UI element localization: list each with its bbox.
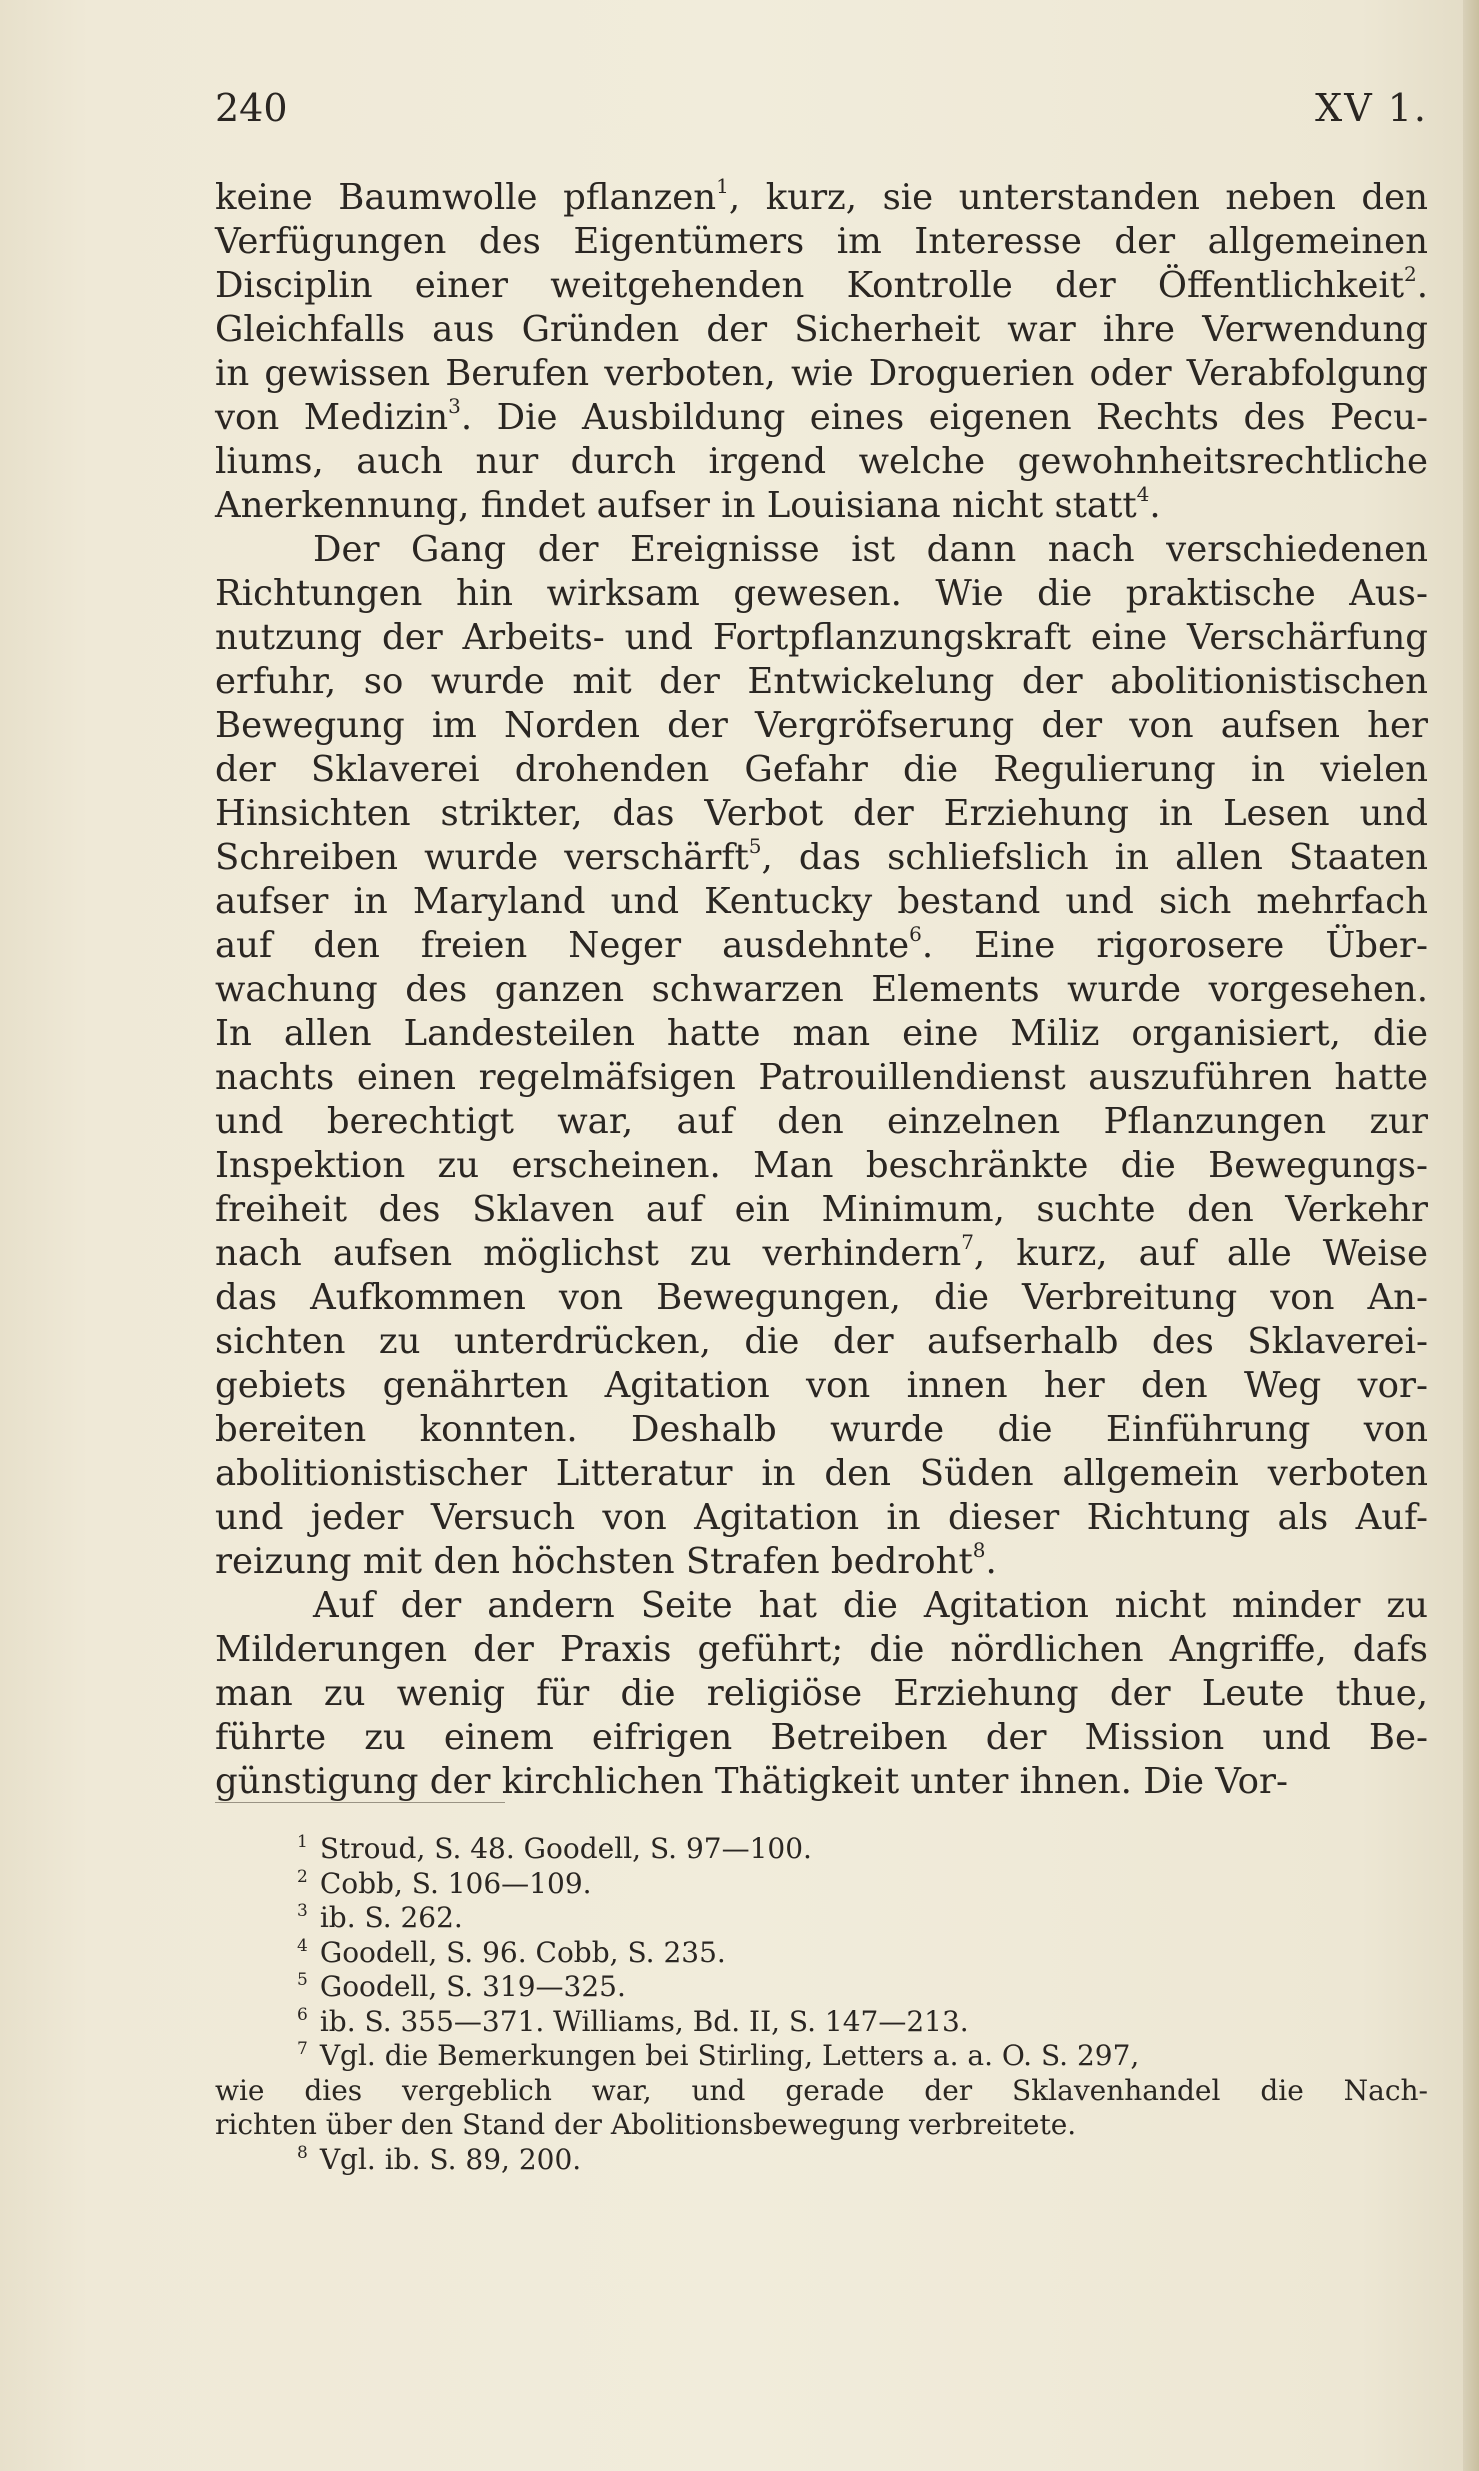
text-line	[215, 792, 1428, 836]
text-line	[215, 1100, 1428, 1144]
text-line	[215, 968, 1428, 1012]
footnote	[215, 1901, 1428, 1936]
line-text: Der Gang der Ereignisse ist dann nach verschiedenen	[313, 529, 1428, 570]
line-text: nutzung der Arbeits- und Fortpflanzungskraft eine Verschärfung	[215, 617, 1428, 658]
line-text-after-reference: . Die Ausbildung eines eigenen Rechts des Pecu-	[460, 397, 1428, 438]
page-header	[215, 86, 1428, 146]
paragraph	[215, 176, 1428, 528]
footnote-number: 6	[297, 2004, 308, 2025]
text-line	[215, 836, 1428, 880]
footnote-continuation-line: wie dies vergeblich war, und gerade der Sklavenhandel die Nach-	[215, 2073, 1428, 2107]
footnote-reference: 7	[961, 1230, 974, 1254]
paragraph	[215, 1584, 1428, 1804]
text-line	[215, 1056, 1428, 1100]
line-text-after-reference: , das schliefslich in allen Staaten	[761, 837, 1428, 878]
footnote-text: Vgl. ib. S. 89, 200.	[319, 2142, 582, 2176]
text-line	[215, 440, 1428, 484]
line-text: freiheit des Sklaven auf ein Minimum, suchte den Verkehr	[215, 1189, 1428, 1230]
line-text: abolitionistischer Litteratur in den Süden allgemein verboten	[215, 1453, 1428, 1494]
line-text: Disciplin einer weitgehenden Kontrolle der Öffentlichkeit	[215, 265, 1404, 306]
line-text: Bewegung im Norden der Vergröfserung der von aufsen her	[215, 705, 1428, 746]
text-line	[215, 528, 1428, 572]
footnote-separator	[215, 1802, 505, 1803]
footnote-text: Goodell, S. 96. Cobb, S. 235.	[319, 1935, 726, 1969]
text-line	[215, 1716, 1428, 1760]
footnote-number: 7	[297, 2039, 308, 2059]
line-text: Hinsichten strikter, das Verbot der Erziehung in Lesen und	[215, 793, 1428, 834]
footnotes	[215, 1832, 1428, 2177]
line-text-after-reference: .	[1149, 485, 1161, 526]
line-text-after-reference: .	[1416, 265, 1428, 306]
page-edge-shadow	[1463, 0, 1479, 2471]
text-line	[215, 396, 1428, 440]
line-text: Milderungen der Praxis geführt; die nördlichen Angriffe, dafs	[215, 1629, 1428, 1670]
text-line	[215, 352, 1428, 396]
footnote	[215, 2039, 1428, 2143]
line-text-after-reference: , kurz, auf alle Weise	[973, 1233, 1428, 1274]
text-line	[215, 308, 1428, 352]
text-line	[215, 1188, 1428, 1232]
text-line	[215, 1452, 1428, 1496]
line-text: man zu wenig für die religiöse Erziehung der Leute thue,	[215, 1673, 1428, 1714]
text-line	[215, 616, 1428, 660]
text-line	[215, 1144, 1428, 1188]
text-line	[215, 924, 1428, 968]
line-text: In allen Landesteilen hatte man eine Miliz organisiert, die	[215, 1013, 1428, 1054]
running-head: XV 1.	[1315, 86, 1428, 130]
text-line	[215, 1672, 1428, 1716]
line-text: keine Baumwolle pflanzen	[215, 177, 717, 218]
line-text: erfuhr, so wurde mit der Entwickelung der abolitionistischen	[215, 661, 1428, 702]
footnote	[215, 1867, 1428, 1902]
line-text: Auf der andern Seite hat die Agitation nicht minder zu	[313, 1585, 1428, 1626]
text-line	[215, 704, 1428, 748]
text-line	[215, 176, 1428, 220]
line-text: reizung mit den höchsten Strafen bedroht	[215, 1541, 973, 1582]
line-text: auf den freien Neger ausdehnte	[215, 925, 910, 966]
text-line	[215, 1584, 1428, 1628]
footnote-number: 8	[297, 2142, 308, 2163]
footnote-reference: 4	[1136, 482, 1150, 506]
line-text: von Medizin	[215, 397, 449, 438]
line-text: Anerkennung, findet aufser in Louisiana nicht statt	[215, 485, 1137, 526]
footnote-number: 3	[297, 1901, 308, 1921]
text-line	[215, 748, 1428, 792]
line-text: und berechtigt war, auf den einzelnen Pflanzungen zur	[215, 1101, 1428, 1142]
line-text: in gewissen Berufen verboten, wie Droguerien oder Verabfolgung	[215, 353, 1428, 394]
footnote-reference: 8	[972, 1538, 986, 1562]
line-text: bereiten konnten. Deshalb wurde die Einführung von	[215, 1409, 1428, 1450]
line-text: das Aufkommen von Bewegungen, die Verbreitung von An-	[215, 1277, 1428, 1318]
line-text: nach aufsen möglichst zu verhindern	[215, 1233, 962, 1274]
text-line	[215, 264, 1428, 308]
text-line	[215, 1496, 1428, 1540]
line-text: sichten zu unterdrücken, die der aufserhalb des Sklaverei-	[215, 1321, 1428, 1362]
footnote-number: 1	[297, 1832, 308, 1852]
footnote-number: 5	[297, 1970, 308, 1990]
footnote	[215, 1936, 1428, 1971]
footnote-reference: 1	[716, 174, 729, 198]
line-text: nachts einen regelmäfsigen Patrouillendienst auszuführen hatte	[215, 1057, 1428, 1098]
footnote-text: ib. S. 262.	[319, 1901, 463, 1934]
footnote-text: Cobb, S. 106—109.	[319, 1866, 592, 1900]
footnote	[215, 1832, 1428, 1867]
text-line	[215, 1012, 1428, 1056]
text-line	[215, 220, 1428, 264]
text-line	[215, 1232, 1428, 1276]
text-line	[215, 1276, 1428, 1320]
footnote-number: 4	[297, 1935, 308, 1956]
page-number: 240	[215, 86, 288, 130]
line-text: und jeder Versuch von Agitation in dieser Richtung als Auf-	[215, 1497, 1428, 1538]
text-line	[215, 572, 1428, 616]
text-line	[215, 660, 1428, 704]
line-text: aufser in Maryland und Kentucky bestand und sich mehrfach	[215, 881, 1428, 922]
line-text: wachung des ganzen schwarzen Elements wurde vorgesehen.	[215, 969, 1428, 1010]
body-text	[215, 176, 1428, 1804]
footnote-continuation-line: richten über den Stand der Abolitionsbewegung verbreitete.	[215, 2108, 1077, 2141]
footnote-reference: 6	[909, 922, 922, 946]
footnote-number: 2	[297, 1866, 308, 1887]
text-line	[215, 1628, 1428, 1672]
line-text: Inspektion zu erscheinen. Man beschränkte die Bewegungs-	[215, 1145, 1428, 1186]
text-line	[215, 1540, 1428, 1584]
line-text-after-reference: .	[985, 1541, 997, 1582]
line-text: Richtungen hin wirksam gewesen. Wie die praktische Aus-	[215, 573, 1428, 614]
text-line	[215, 1364, 1428, 1408]
footnote	[215, 2005, 1428, 2040]
text-line	[215, 1408, 1428, 1452]
footnote-reference: 5	[748, 834, 762, 858]
footnote-text: Goodell, S. 319—325.	[319, 1970, 626, 2003]
footnote-reference: 2	[1403, 262, 1417, 286]
line-text: Verfügungen des Eigentümers im Interesse der allgemeinen	[215, 221, 1428, 262]
text-line	[215, 484, 1428, 528]
line-text: Gleichfalls aus Gründen der Sicherheit war ihre Verwendung	[215, 309, 1428, 350]
footnote-reference: 3	[448, 394, 461, 418]
footnote	[215, 1970, 1428, 2005]
footnote-text: Stroud, S. 48. Goodell, S. 97—100.	[319, 1832, 812, 1865]
text-line	[215, 1320, 1428, 1364]
paragraph	[215, 528, 1428, 1584]
footnote-text: ib. S. 355—371. Williams, Bd. II, S. 147—213.	[319, 2004, 969, 2038]
footnote	[215, 2143, 1428, 2178]
line-text: der Sklaverei drohenden Gefahr die Regulierung in vielen	[215, 749, 1428, 790]
line-text: gebiets genährten Agitation von innen her den Weg vor-	[215, 1365, 1428, 1406]
footnote-text: Vgl. die Bemerkungen bei Stirling, Letters a. a. O. S. 297,	[319, 2039, 1140, 2072]
line-text-after-reference: . Eine rigorosere Über-	[921, 925, 1428, 966]
line-text: günstigung der kirchlichen Thätigkeit unter ihnen. Die Vor-	[215, 1761, 1289, 1802]
line-text: führte zu einem eifrigen Betreiben der Mission und Be-	[215, 1717, 1428, 1758]
line-text-after-reference: , kurz, sie unterstanden neben den	[728, 177, 1428, 218]
line-text: Schreiben wurde verschärft	[215, 837, 749, 878]
text-line	[215, 880, 1428, 924]
text-line	[215, 1760, 1428, 1804]
line-text: liums, auch nur durch irgend welche gewohnheitsrechtliche	[215, 441, 1428, 482]
